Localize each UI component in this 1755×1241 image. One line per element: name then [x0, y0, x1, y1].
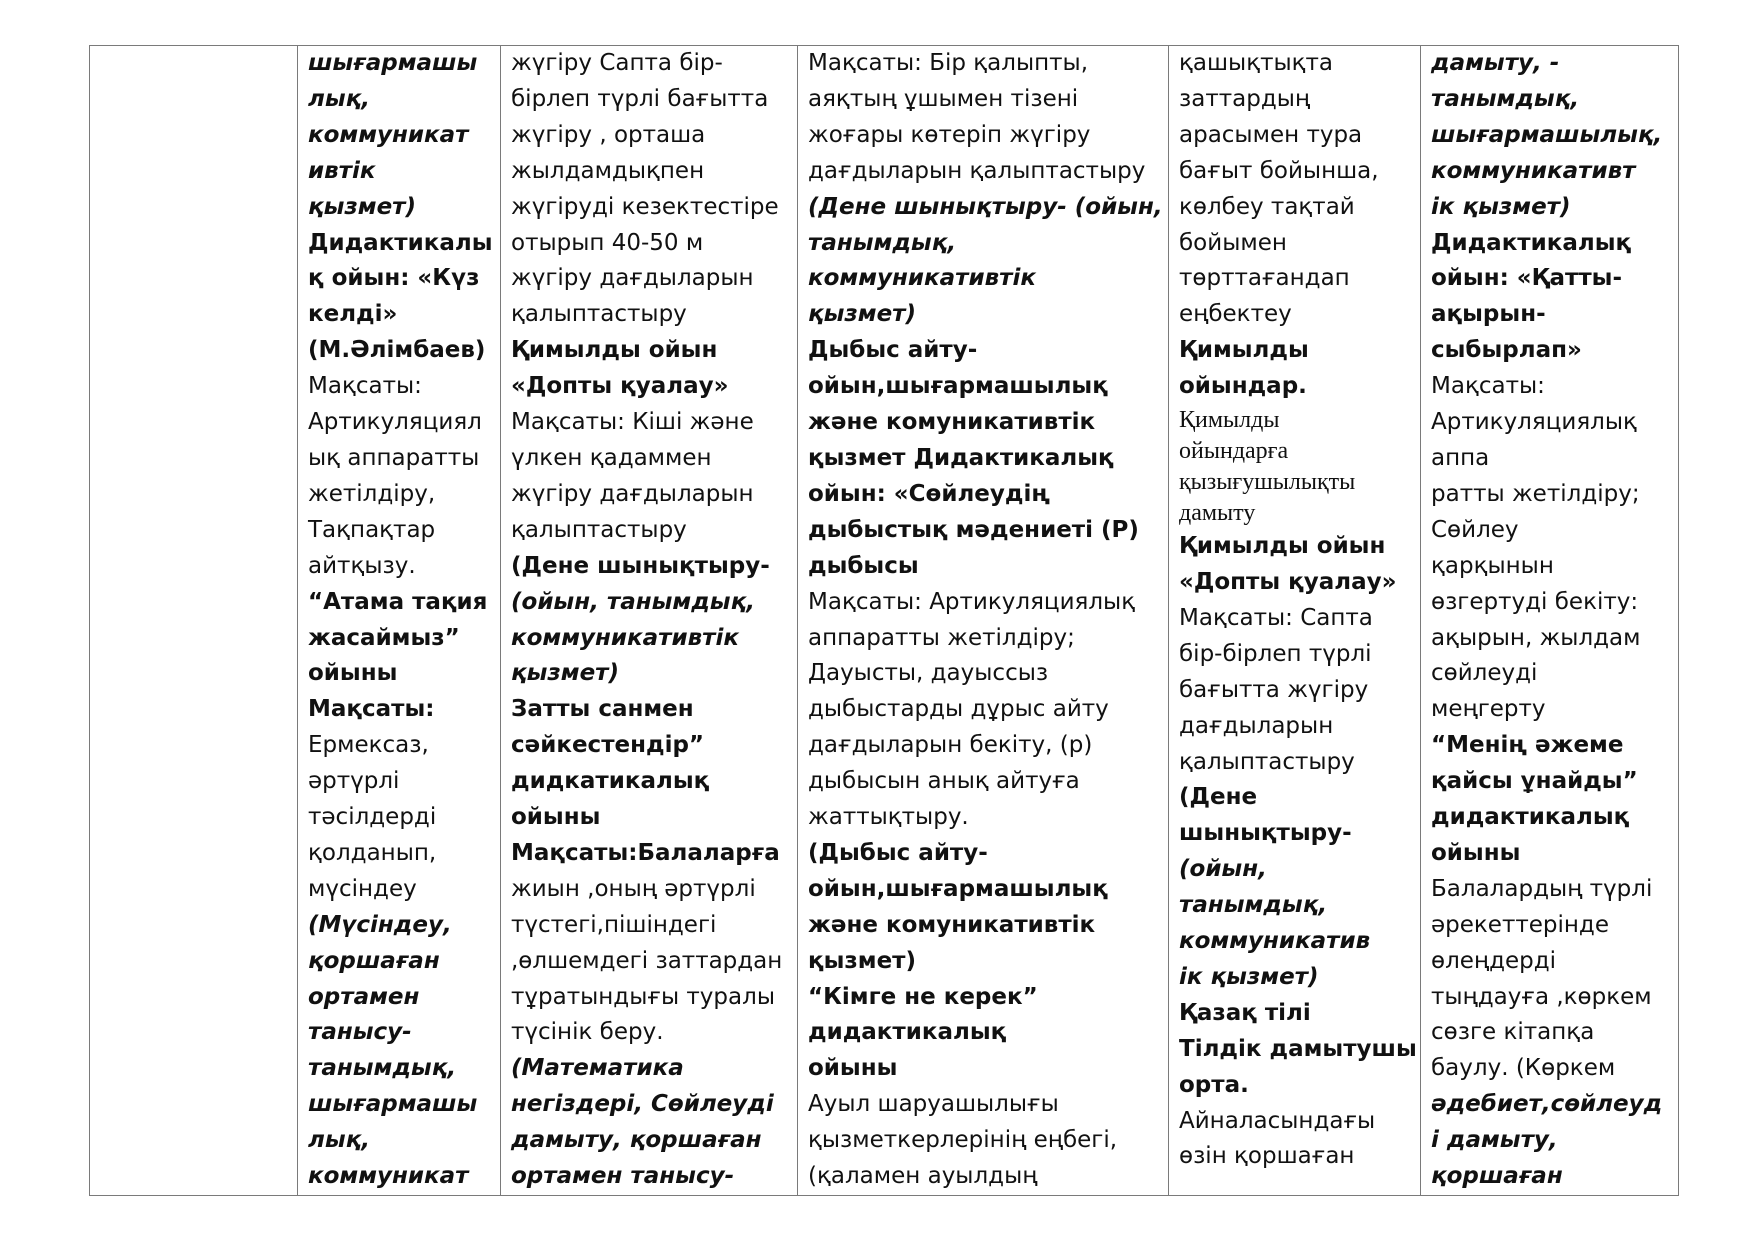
cell-text-line: лық,	[308, 85, 370, 112]
cell-text-line: ойын: «Сөйлеудің	[808, 480, 1050, 507]
cell-text-line: дыбысын анық айтуға	[808, 768, 1080, 795]
cell-text-line: келді»	[308, 301, 398, 328]
cell-text-line: тәсілдерді	[308, 804, 437, 831]
cell-text-line: «Допты қуалау»	[1179, 568, 1397, 595]
cell-text-line: дамыту	[1179, 500, 1256, 527]
cell-text-line: заттардың	[1179, 85, 1311, 112]
cell-column-2	[298, 46, 501, 1196]
cell-text-line: (Мүсіндеу,	[308, 911, 452, 938]
cell-text-line: Сөйлеу	[1431, 516, 1519, 543]
cell-text-line: танымдық,	[308, 1055, 457, 1082]
cell-text-line: қолданып,	[308, 839, 437, 866]
cell-text-line: бағыт бойынша,	[1179, 157, 1379, 184]
cell-text-line: (Дене шынықтыру- (ойын,	[808, 193, 1163, 220]
cell-text-line: сыбырлап»	[1431, 337, 1582, 364]
cell-text-line: ақырын, жылдам	[1431, 624, 1641, 651]
cell-text-line: тұратындығы туралы	[511, 983, 775, 1010]
cell-text-line: Дауысты, дауыссыз	[808, 660, 1049, 687]
cell-text-line: ық аппаратты	[308, 444, 480, 471]
cell-text-line: төрттағандап	[1179, 265, 1350, 292]
cell-text-line: “Атама тақия	[308, 588, 488, 615]
cell-text-line: (Дене шынықтыру-	[511, 552, 770, 579]
cell-text-line: ақырын-	[1431, 301, 1546, 328]
cell-text-line: Дидактикалық	[1431, 229, 1632, 256]
cell-text-line: орта.	[1179, 1071, 1249, 1098]
cell-text-line: қызмет Дидактикалық	[808, 444, 1114, 471]
cell-column-4	[798, 46, 1169, 1196]
cell-text-line: өлеңдерді	[1431, 947, 1557, 974]
cell-text-line: жүгіруді кезектестіре	[511, 193, 779, 220]
cell-text-line: жүгіру Сапта бір-	[511, 50, 723, 76]
cell-text-line: Артикуляциял	[308, 409, 482, 436]
cell-text-line: Балалардың түрлі	[1431, 875, 1653, 902]
cell-text-line: отырып 40-50 м	[511, 229, 704, 256]
cell-text-line: танысу-	[308, 1019, 412, 1046]
cell-text-line: Мақсаты: Кіші және	[511, 409, 754, 436]
cell-text-line: танымдық,	[1179, 892, 1328, 919]
cell-text-line: жоғары көтеріп жүгіру	[808, 121, 1091, 148]
cell-text-line: тыңдауға ,көркем	[1431, 983, 1652, 1010]
cell-text-line: бойымен	[1179, 229, 1287, 256]
cell-text-line: мүсіндеу	[308, 875, 417, 902]
cell-text-line: ойындарға	[1179, 438, 1289, 465]
cell-text-line: қызығушылықты	[1179, 469, 1356, 496]
cell-text-line: Мақсаты:	[308, 696, 435, 723]
cell-text-line: жүгіру дағдыларын	[511, 265, 754, 292]
cell-text-line: коммуникат	[308, 121, 469, 148]
cell-text-line: Затты санмен	[511, 696, 694, 723]
cell-text-line: қызмет)	[308, 193, 417, 220]
cell-text-line: ратты жетілдіру;	[1431, 480, 1640, 507]
cell-text-line: қайсы ұнайды”	[1431, 768, 1638, 795]
cell-text-line: әрекеттерінде	[1431, 911, 1609, 938]
cell-text-line: ік қызмет)	[1179, 963, 1319, 990]
cell-text-line: дыбысы	[808, 552, 919, 579]
cell-text-line: дыбыстық мәдениеті (Р)	[808, 516, 1139, 543]
cell-column-5	[1169, 46, 1421, 1196]
cell-text-line: және комуникативтік	[808, 409, 1096, 436]
cell-text-line: Қимылды	[1179, 337, 1309, 364]
cell-column-3	[501, 46, 798, 1196]
cell-text-line: және комуникативтік	[808, 911, 1096, 938]
cell-text-line: (ойын,	[1179, 856, 1267, 883]
cell-text-line: жиын ,оның әртүрлі	[511, 875, 756, 902]
cell-text-line: ойыны	[1431, 839, 1521, 866]
cell-text-line: қоршаған	[1431, 1163, 1563, 1190]
cell-text-line: (қаламен ауылдың	[808, 1163, 1038, 1190]
cell-text-line: көлбеу тақтай	[1179, 193, 1355, 220]
cell-text-line: і дамыту,	[1431, 1127, 1558, 1154]
cell-text-line: шығармашы	[308, 1091, 478, 1118]
cell-text-line: жүгіру дағдыларын	[511, 480, 754, 507]
cell-text-line: дидактикалық	[808, 1019, 1007, 1046]
cell-text-line: сөйлеуді	[1431, 660, 1538, 687]
cell-text-line: айтқызу.	[308, 552, 416, 579]
cell-text-line: бірлеп түрлі бағытта	[511, 85, 769, 112]
cell-text-line: Тілдік дамытушы	[1179, 1035, 1417, 1062]
cell-text-line: жүгіру , орташа	[511, 121, 706, 148]
cell-text-line: Ауыл шаруашылығы	[808, 1091, 1059, 1118]
cell-text-line: Дыбыс айту-	[808, 337, 978, 364]
cell-text-line: Мақсаты: Артикуляциялық	[808, 588, 1136, 615]
cell-text-line: (Математика	[511, 1055, 684, 1082]
cell-empty	[90, 46, 298, 1196]
cell-text-line: қалыптастыру	[511, 301, 687, 328]
cell-text-line: жасаймыз”	[308, 624, 460, 651]
cell-text-line: ивтік	[308, 157, 376, 184]
cell-text-line: Мақсаты: Сапта	[1179, 604, 1373, 631]
cell-text-line: ойыны	[511, 804, 601, 831]
cell-text-line: жылдамдықпен	[511, 157, 705, 184]
cell-text-line: қалыптастыру	[511, 516, 687, 543]
cell-text-line: Қазақ тілі	[1179, 999, 1311, 1026]
cell-text-line: ортамен танысу-	[511, 1163, 735, 1190]
cell-text-line: ойыны	[308, 660, 398, 687]
cell-text-line: үлкен қадаммен	[511, 444, 712, 471]
cell-text-line: дағдыларын қалыптастыру	[808, 157, 1146, 184]
cell-text-line: қызмет)	[808, 947, 917, 974]
cell-text-line: Қимылды ойын	[1179, 533, 1386, 560]
cell-text-line: (Дене	[1179, 784, 1258, 811]
cell-text-line: ,өлшемдегі заттардан	[511, 947, 783, 974]
cell-text-line: (М.Әлімбаев)	[308, 337, 486, 364]
cell-text-line: аппаратты жетілдіру;	[808, 624, 1075, 651]
cell-text-line: түсінік беру.	[511, 1019, 664, 1046]
cell-text-line: (Дыбыс айту-	[808, 839, 988, 866]
cell-text-line: (ойын, танымдық,	[511, 588, 755, 615]
cell-text-line: Қимылды ойын	[511, 337, 718, 364]
cell-text-line: ойын,шығармашылық	[808, 373, 1108, 400]
cell-text-line: танымдық,	[808, 229, 957, 256]
cell-text-line: қарқынын	[1431, 552, 1554, 579]
cell-text-line: Мақсаты:	[1431, 373, 1545, 400]
cell-text-line: Ермексаз,	[308, 732, 429, 759]
cell-text-line: арасымен тура	[1179, 121, 1363, 148]
cell-text-line: Артикуляциялық	[1431, 409, 1637, 436]
cell-text-line: аппа	[1431, 444, 1490, 471]
cell-text-line: сөзге кітапқа	[1431, 1019, 1595, 1046]
cell-text-line: ойын: «Қатты-	[1431, 265, 1623, 292]
cell-text-line: Мақсаты: Бір қалыпты,	[808, 50, 1089, 76]
cell-text-line: меңгерту	[1431, 696, 1546, 723]
cell-text-line: әртүрлі	[308, 768, 400, 795]
cell-text-line: ойындар.	[1179, 373, 1307, 400]
cell-text-line: коммуникативтік	[511, 624, 739, 651]
lesson-plan-table	[89, 45, 1679, 1196]
cell-text-line: «Допты қуалау»	[511, 373, 729, 400]
cell-text-line: шығармашы	[308, 50, 478, 76]
cell-text-line: Мақсаты:	[308, 373, 422, 400]
cell-text-line: дамыту, -	[1431, 50, 1560, 76]
cell-text-line: еңбектеу	[1179, 301, 1292, 328]
cell-text-line: ортамен	[308, 983, 420, 1010]
cell-text-line: өзін қоршаған	[1179, 1143, 1355, 1170]
cell-text-line: коммуникативтік	[808, 265, 1036, 292]
cell-text-line: Айналасындағы	[1179, 1107, 1376, 1134]
cell-text-line: танымдық,	[1431, 85, 1580, 112]
cell-text-line: дамыту, қоршаған	[511, 1127, 762, 1154]
cell-text-line: шынықтыру-	[1179, 820, 1352, 847]
cell-text-line: бағытта жүгіру	[1179, 676, 1369, 703]
cell-text-line: қашықтықта	[1179, 50, 1334, 76]
cell-text-line: дидкатикалық	[511, 768, 710, 795]
cell-text-line: қ ойын: «Күз	[308, 265, 480, 292]
cell-text-line: дағдыларын	[1179, 712, 1334, 739]
cell-text-line: сәйкестендір”	[511, 732, 705, 759]
cell-text-line: коммуникат	[308, 1163, 469, 1190]
cell-text-line: шығармашылық,	[1431, 121, 1663, 148]
cell-text-line: ойыны	[808, 1055, 898, 1082]
cell-text-line: негіздері, Сөйлеуді	[511, 1091, 774, 1118]
cell-text-line: коммуникатив	[1179, 928, 1371, 955]
table-row	[90, 46, 1679, 1196]
cell-text-line: әдебиет,сөйлеуд	[1431, 1091, 1663, 1118]
cell-text-line: дыбыстарды дұрыс айту	[808, 696, 1109, 723]
cell-text-line: ойын,шығармашылық	[808, 875, 1108, 902]
cell-text-line: “Кімге не керек”	[808, 983, 1038, 1010]
cell-text-line: “Менің әжеме	[1431, 732, 1624, 759]
cell-text-line: аяқтың ұшымен тізені	[808, 85, 1079, 112]
cell-text-line: коммуникативт	[1431, 157, 1636, 184]
cell-text-line: түстегі,пішіндегі	[511, 911, 717, 938]
cell-text-line: Мақсаты:Балаларға	[511, 839, 780, 866]
cell-text-line: Тақпақтар	[308, 516, 436, 543]
cell-text-line: қызмет)	[808, 301, 917, 328]
cell-text-line: дағдыларын бекіту, (р)	[808, 732, 1093, 759]
cell-column-6	[1421, 46, 1679, 1196]
cell-text-line: баулу. (Көркем	[1431, 1055, 1616, 1082]
cell-text-line: қызмет)	[511, 660, 620, 687]
cell-text-line: бір-бірлеп түрлі	[1179, 640, 1372, 667]
cell-text-line: дидактикалық	[1431, 804, 1630, 831]
cell-text-line: лық,	[308, 1127, 370, 1154]
cell-text-line: қалыптастыру	[1179, 748, 1355, 775]
cell-text-line: қызметкерлерінің еңбегі,	[808, 1127, 1118, 1154]
cell-text-line: өзгертуді бекіту:	[1431, 588, 1639, 615]
cell-text-line: жаттықтыру.	[808, 804, 969, 831]
cell-text-line: ік қызмет)	[1431, 193, 1571, 220]
cell-text-line: қоршаған	[308, 947, 440, 974]
cell-text-line: Қимылды	[1179, 407, 1280, 434]
cell-text-line: Дидактикалы	[308, 229, 493, 256]
cell-text-line: жетілдіру,	[308, 480, 436, 507]
